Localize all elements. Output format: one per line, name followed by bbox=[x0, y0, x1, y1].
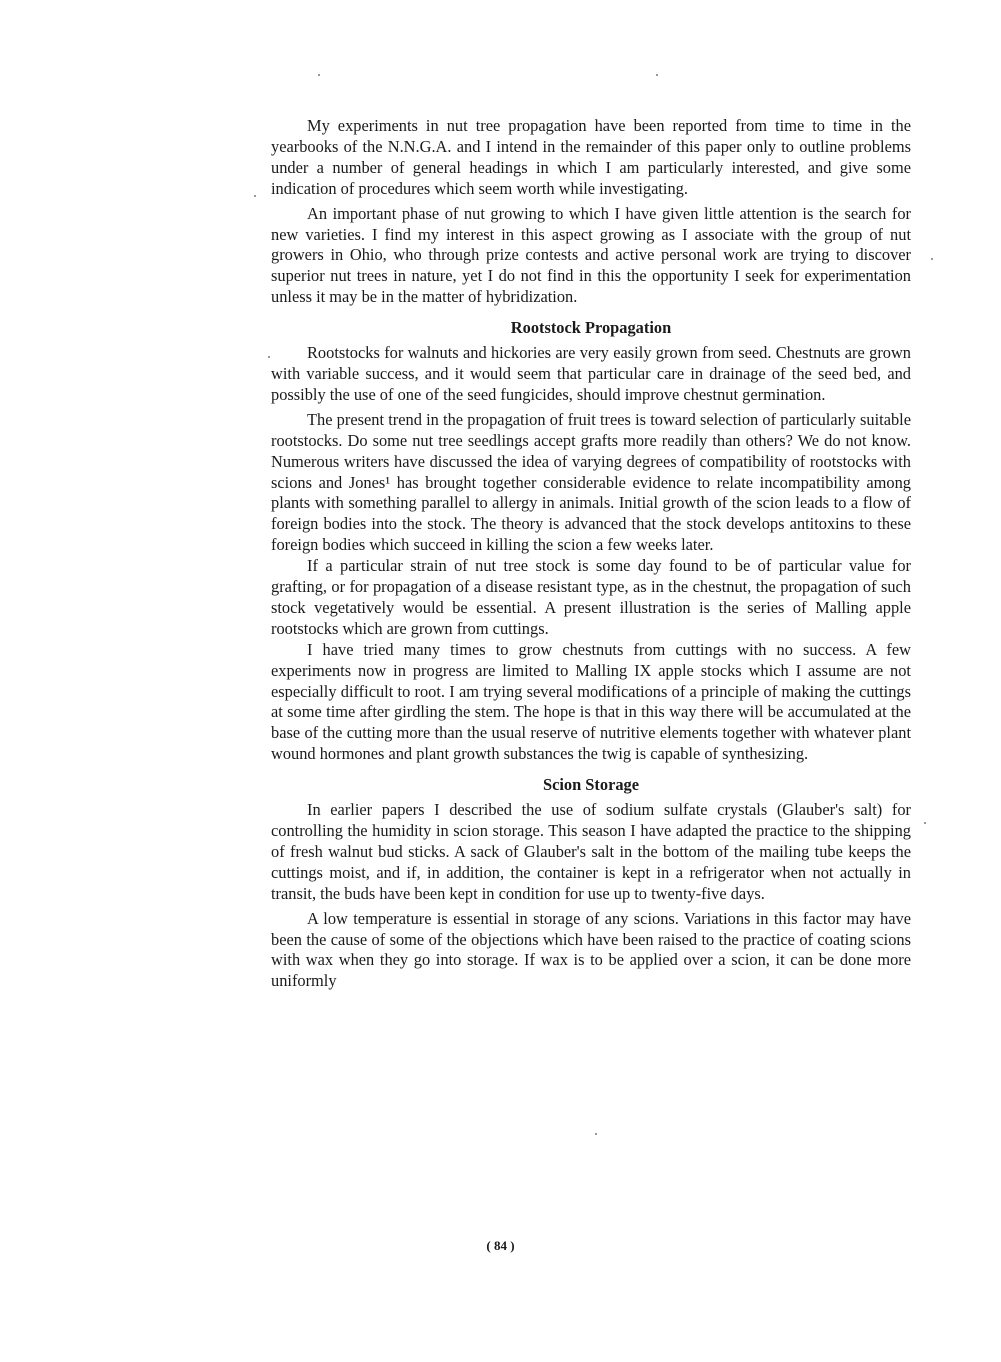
paragraph-rootstock-3: If a particular strain of nut tree stock is some day found to be of particular value for grafting, or for propagation of a disease resistant type, as in the chestnut, the propagation of such stock vegetatively would be essential. A present illustration is the series of Malling apple rootstocks which are grown from cuttings. bbox=[271, 556, 911, 638]
paragraph-intro-2: An important phase of nut growing to which I have given little attention is the search for new varieties. I find my interest in this aspect growing as I associate with the group of nut growers in Ohio, who through prize contests and active personal work are trying to discover superior nut trees in nature, yet I do not find in this the opportunity I seek for experimentation unless it may be in the matter of hybridization. bbox=[271, 203, 911, 307]
paragraph-intro-1: My experiments in nut tree propagation have been reported from time to time in the yearbooks of the N.N.G.A. and I intend in the remainder of this paper only to outline problems under a number of general headings in which I am particularly interested, and give some indication of procedures which seem worth while investigating. bbox=[271, 116, 911, 198]
paragraph-rootstock-2: The present trend in the propagation of fruit trees is toward selection of particularly suitable rootstocks. Do some nut tree seedlings accept grafts more readily than others? We do not know. Numerous writers have discussed the idea of varying degrees of compatibility of rootstocks with scions and Jones¹ has brought together considerable evidence to relate incompatibility among plants with something parallel to allergy in animals. Initial growth of the scion leads to a flow of foreign bodies into the stock. The theory is advanced that the stock develops antitoxins to these foreign bodies which succeed in killing the scion a few weeks later. bbox=[271, 409, 911, 555]
scan-speck bbox=[318, 74, 320, 76]
page-body bbox=[271, 116, 911, 992]
scan-speck bbox=[254, 195, 256, 197]
scan-speck bbox=[268, 356, 270, 358]
scan-speck bbox=[931, 258, 933, 260]
scan-speck bbox=[595, 1133, 597, 1135]
paragraph-rootstock-4: I have tried many times to grow chestnuts from cuttings with no success. A few experiments now in progress are limited to Malling IX apple stocks which I assume are not especially difficult to root. I am trying several modifications of a principle of making the cuttings at some time after girdling the stem. The hope is that in this way there will be accumulated at the base of the cutting more than the usual reserve of nutritive elements together with whatever plant wound hormones and plant growth substances the twig is capable of synthesizing. bbox=[271, 639, 911, 764]
scan-speck bbox=[924, 822, 926, 824]
heading-rootstock-propagation: Rootstock Propagation bbox=[510, 318, 672, 338]
paragraph-scion-1: In earlier papers I described the use of sodium sulfate crystals (Glauber's salt) for controlling the humidity in scion storage. This season I have adapted the practice to the shipping of fresh walnut bud sticks. A sack of Glauber's salt in the bottom of the mailing tube keeps the cuttings moist, and if, in addition, the container is kept in a refrigerator when not actually in transit, the buds have been kept in condition for use up to twenty-five days. bbox=[271, 800, 911, 903]
scan-speck bbox=[656, 74, 658, 76]
page-number: ( 84 ) bbox=[486, 1238, 515, 1253]
paragraph-rootstock-1: Rootstocks for walnuts and hickories are very easily grown from seed. Chestnuts are grown with variable success, and it would seem that particular care in drainage of the seed bed, and possibly the use of one of the seed fungicides, should improve chestnut germination. bbox=[271, 343, 911, 404]
paragraph-scion-2: A low temperature is essential in storage of any scions. Variations in this factor may have been the cause of some of the objections which have been raised to the practice of coating scions with wax when they go into storage. If wax is to be applied over a scion, it can be done more uniformly bbox=[271, 908, 911, 991]
heading-scion-storage: Scion Storage bbox=[542, 775, 640, 795]
